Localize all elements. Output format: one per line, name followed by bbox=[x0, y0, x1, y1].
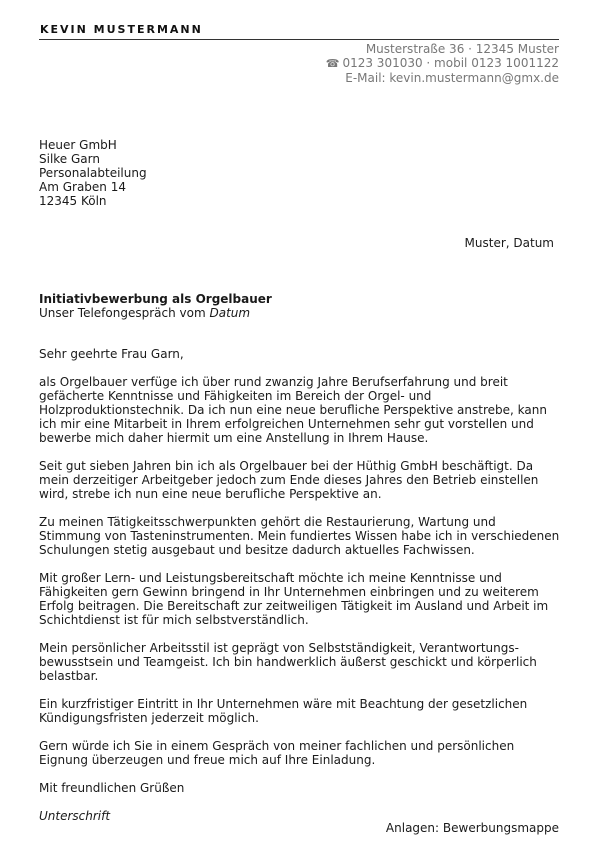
body-paragraph: Ein kurzfristiger Eintritt in Ihr Unternehmen wäre mit Beachtung der gesetzlichen Kündigungsfristen jederzeit möglich. bbox=[39, 697, 528, 725]
subject-block bbox=[39, 292, 272, 320]
sender-contact-block bbox=[326, 42, 559, 85]
salutation: Sehr geehrte Frau Garn, bbox=[39, 347, 184, 361]
recipient-street: Am Graben 14 bbox=[39, 180, 126, 194]
subject-ref-date: Datum bbox=[209, 306, 251, 320]
body-paragraph: Gern würde ich Sie in einem Gespräch von meiner fachlichen und persönlichen Eignung überzeugen und freue mich auf Ihre Einladung. bbox=[39, 739, 515, 767]
subject-reference bbox=[39, 306, 272, 320]
closing: Mit freundlichen Grüßen bbox=[39, 781, 185, 795]
body-paragraph: Zu meinen Tätigkeitsschwerpunkten gehört die Restaurierung, Wartung und Stimmung von Tasteninstrumenten. Mein fundiertes Wissen habe ich in verschiedenen Schulungen stetig ausgebaut und besitze dadurch aktuelles Fachwissen. bbox=[39, 515, 560, 557]
body-paragraph: Mein persönlicher Arbeitsstil ist geprägt von Selbstständigkeit, Verantwortungs-bewusstsein und Teamgeist. Ich bin handwerklich äußerst geschickt und körperlich belastbar. bbox=[39, 641, 537, 683]
recipient-address bbox=[39, 138, 147, 208]
recipient-company: Heuer GmbH bbox=[39, 138, 117, 152]
body-paragraph: Mit großer Lern- und Leistungsbereitschaft möchte ich meine Kenntnisse und Fähigkeiten gern Gewinn bringend in Ihr Unternehmen einbringen und zu weiterem Erfolg beitragen. Die Bereitschaft zur zeitweiligen Tätigkeit im Ausland und Arbeit im Schichtdienst ist für mich selbstverständlich. bbox=[39, 571, 549, 627]
sender-phone: 0123 301030 · mobil 0123 1001122 bbox=[342, 56, 559, 70]
attachments-note: Anlagen: Bewerbungsmappe bbox=[385, 821, 559, 835]
recipient-department: Personalabteilung bbox=[39, 166, 147, 180]
header-divider bbox=[39, 39, 559, 40]
subject-title: Initiativbewerbung als Orgelbauer bbox=[39, 292, 272, 306]
recipient-contact: Silke Garn bbox=[39, 152, 100, 166]
signature: Unterschrift bbox=[39, 809, 111, 823]
sender-phone-row bbox=[326, 56, 559, 71]
body-paragraph: Seit gut sieben Jahren bin ich als Orgelbauer bei der Hüthig GmbH beschäftigt. Da mein derzeitiger Arbeitgeber jedoch zum Ende dieses Jahres den Betrieb einstellen wird, strebe ich nun eine neue berufliche Perspektive an. bbox=[39, 459, 539, 501]
body-paragraph: als Orgelbauer verfüge ich über rund zwanzig Jahre Berufserfahrung und breit gefächerte Kenntnisse und Fähigkeiten im Bereich der Orgel- und Holzproduktionstechnik. Da ich nun eine neue berufliche Perspektive anstrebe, kann ich mir eine Mitarbeit in Ihrem erfolgreichen Unternehmen sehr gut vorstellen und bewerbe mich daher hiermit um eine Anstellung in Ihrem Hause. bbox=[39, 375, 547, 445]
sender-name: KEVIN MUSTERMANN bbox=[40, 23, 203, 36]
letter-body bbox=[39, 347, 561, 823]
place-date: Muster, Datum bbox=[464, 236, 554, 250]
sender-email: E-Mail: kevin.mustermann@gmx.de bbox=[345, 71, 559, 85]
subject-ref-prefix: Unser Telefongespräch vom bbox=[39, 306, 206, 320]
sender-address: Musterstraße 36 · 12345 Muster bbox=[365, 42, 559, 56]
recipient-city: 12345 Köln bbox=[39, 194, 107, 208]
telephone-icon: ☎ bbox=[325, 57, 340, 70]
